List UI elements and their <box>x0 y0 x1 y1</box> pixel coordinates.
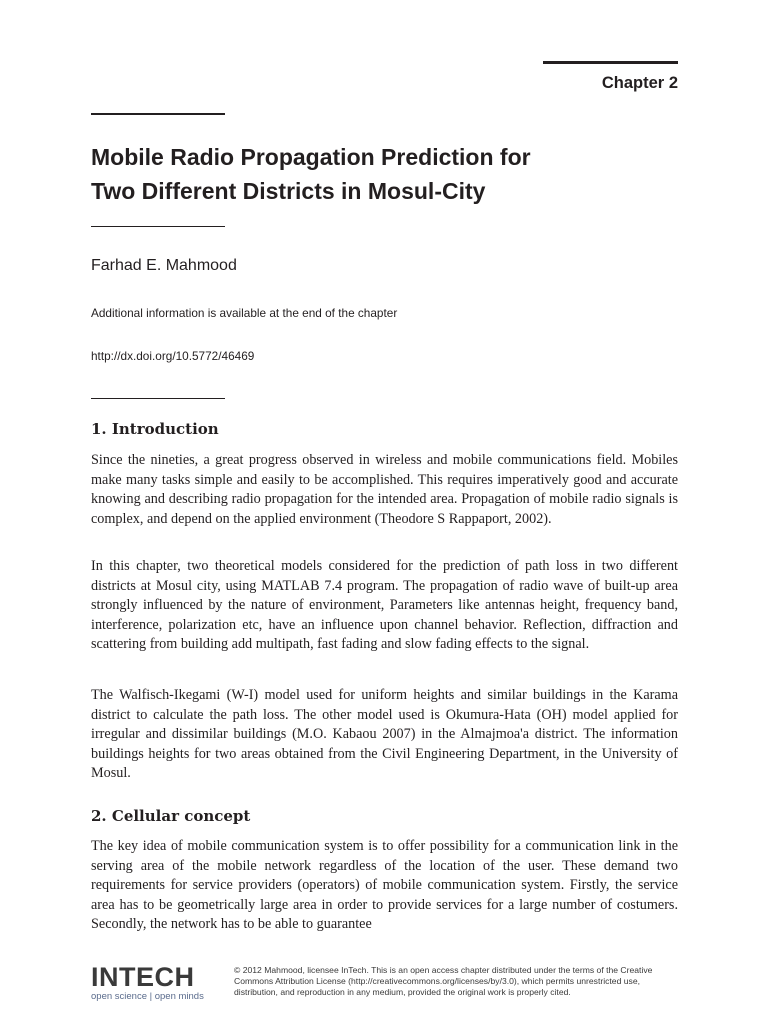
doi-link[interactable]: http://dx.doi.org/10.5772/46469 <box>91 349 255 363</box>
title-rule <box>91 113 225 115</box>
top-rule <box>543 61 678 64</box>
section-rule <box>91 398 225 399</box>
license-notice: © 2012 Mahmood, licensee InTech. This is an open access chapter distributed under the terms of the Creative Commons Attribution License (http://creativecommons.org/licenses/by/3.0), which permits unrestricted use, distribution, and reproduction in any medium, provided the original work is properly cited. <box>234 965 653 997</box>
section-heading-introduction: 1. Introduction <box>91 420 219 438</box>
title-line-1: Mobile Radio Propagation Prediction for <box>91 144 531 170</box>
author-name: Farhad E. Mahmood <box>91 257 237 274</box>
logo-tagline: open science | open minds <box>91 991 204 1002</box>
additional-info: Additional information is available at the end of the chapter <box>91 306 398 320</box>
title-line-2: Two Different Districts in Mosul-City <box>91 178 486 204</box>
paragraph: The key idea of mobile communication system is to offer possibility for a communication link in the serving area of the mobile network regardless of the location of the user. These demand two requirements for service providers (operators) of mobile communication system. Firstly, the service area has to be geometrically large area in order to provide services for a large number of costumers. Secondly, the network has to be able to guarantee <box>91 838 678 933</box>
intech-logo <box>91 963 204 1002</box>
paragraph: In this chapter, two theoretical models considered for the prediction of path loss in two different districts at Mosul city, using MATLAB 7.4 program. The propagation of radio wave of built-up area strongly influenced by the nature of environment, Parameters like antennas height, frequency band, interference, polarization etc, have an influence upon channel behavior. Reflection, diffraction and scattering from building add multipath, fast fading and slow fading effects to the signal. <box>91 558 678 653</box>
page-title <box>91 140 651 208</box>
section-heading-cellular-concept: 2. Cellular concept <box>91 807 251 825</box>
logo-wordmark: INTECH <box>91 962 195 992</box>
chapter-label: Chapter 2 <box>601 74 678 92</box>
paragraph: The Walfisch-Ikegami (W-I) model used for uniform heights and similar buildings in the Karama district to calculate the path loss. The other model used is Okumura-Hata (OH) model applied for irregular and dissimilar buildings (M.O. Kabaou 2007) in the Almajmoa'a district. The information buildings heights for two areas obtained from the Civil Engineering Department, in the University of Mosul. <box>91 687 678 782</box>
paragraph: Since the nineties, a great progress observed in wireless and mobile communications field. Mobiles make many tasks simple and easily to be accomplished. This requires imperatively good and accurate knowing and describing radio propagation for the intended area. Propagation of mobile radio signals is complex, and depend on the applied environment (Theodore S Rappaport, 2002). <box>91 452 678 527</box>
author-rule <box>91 226 225 227</box>
